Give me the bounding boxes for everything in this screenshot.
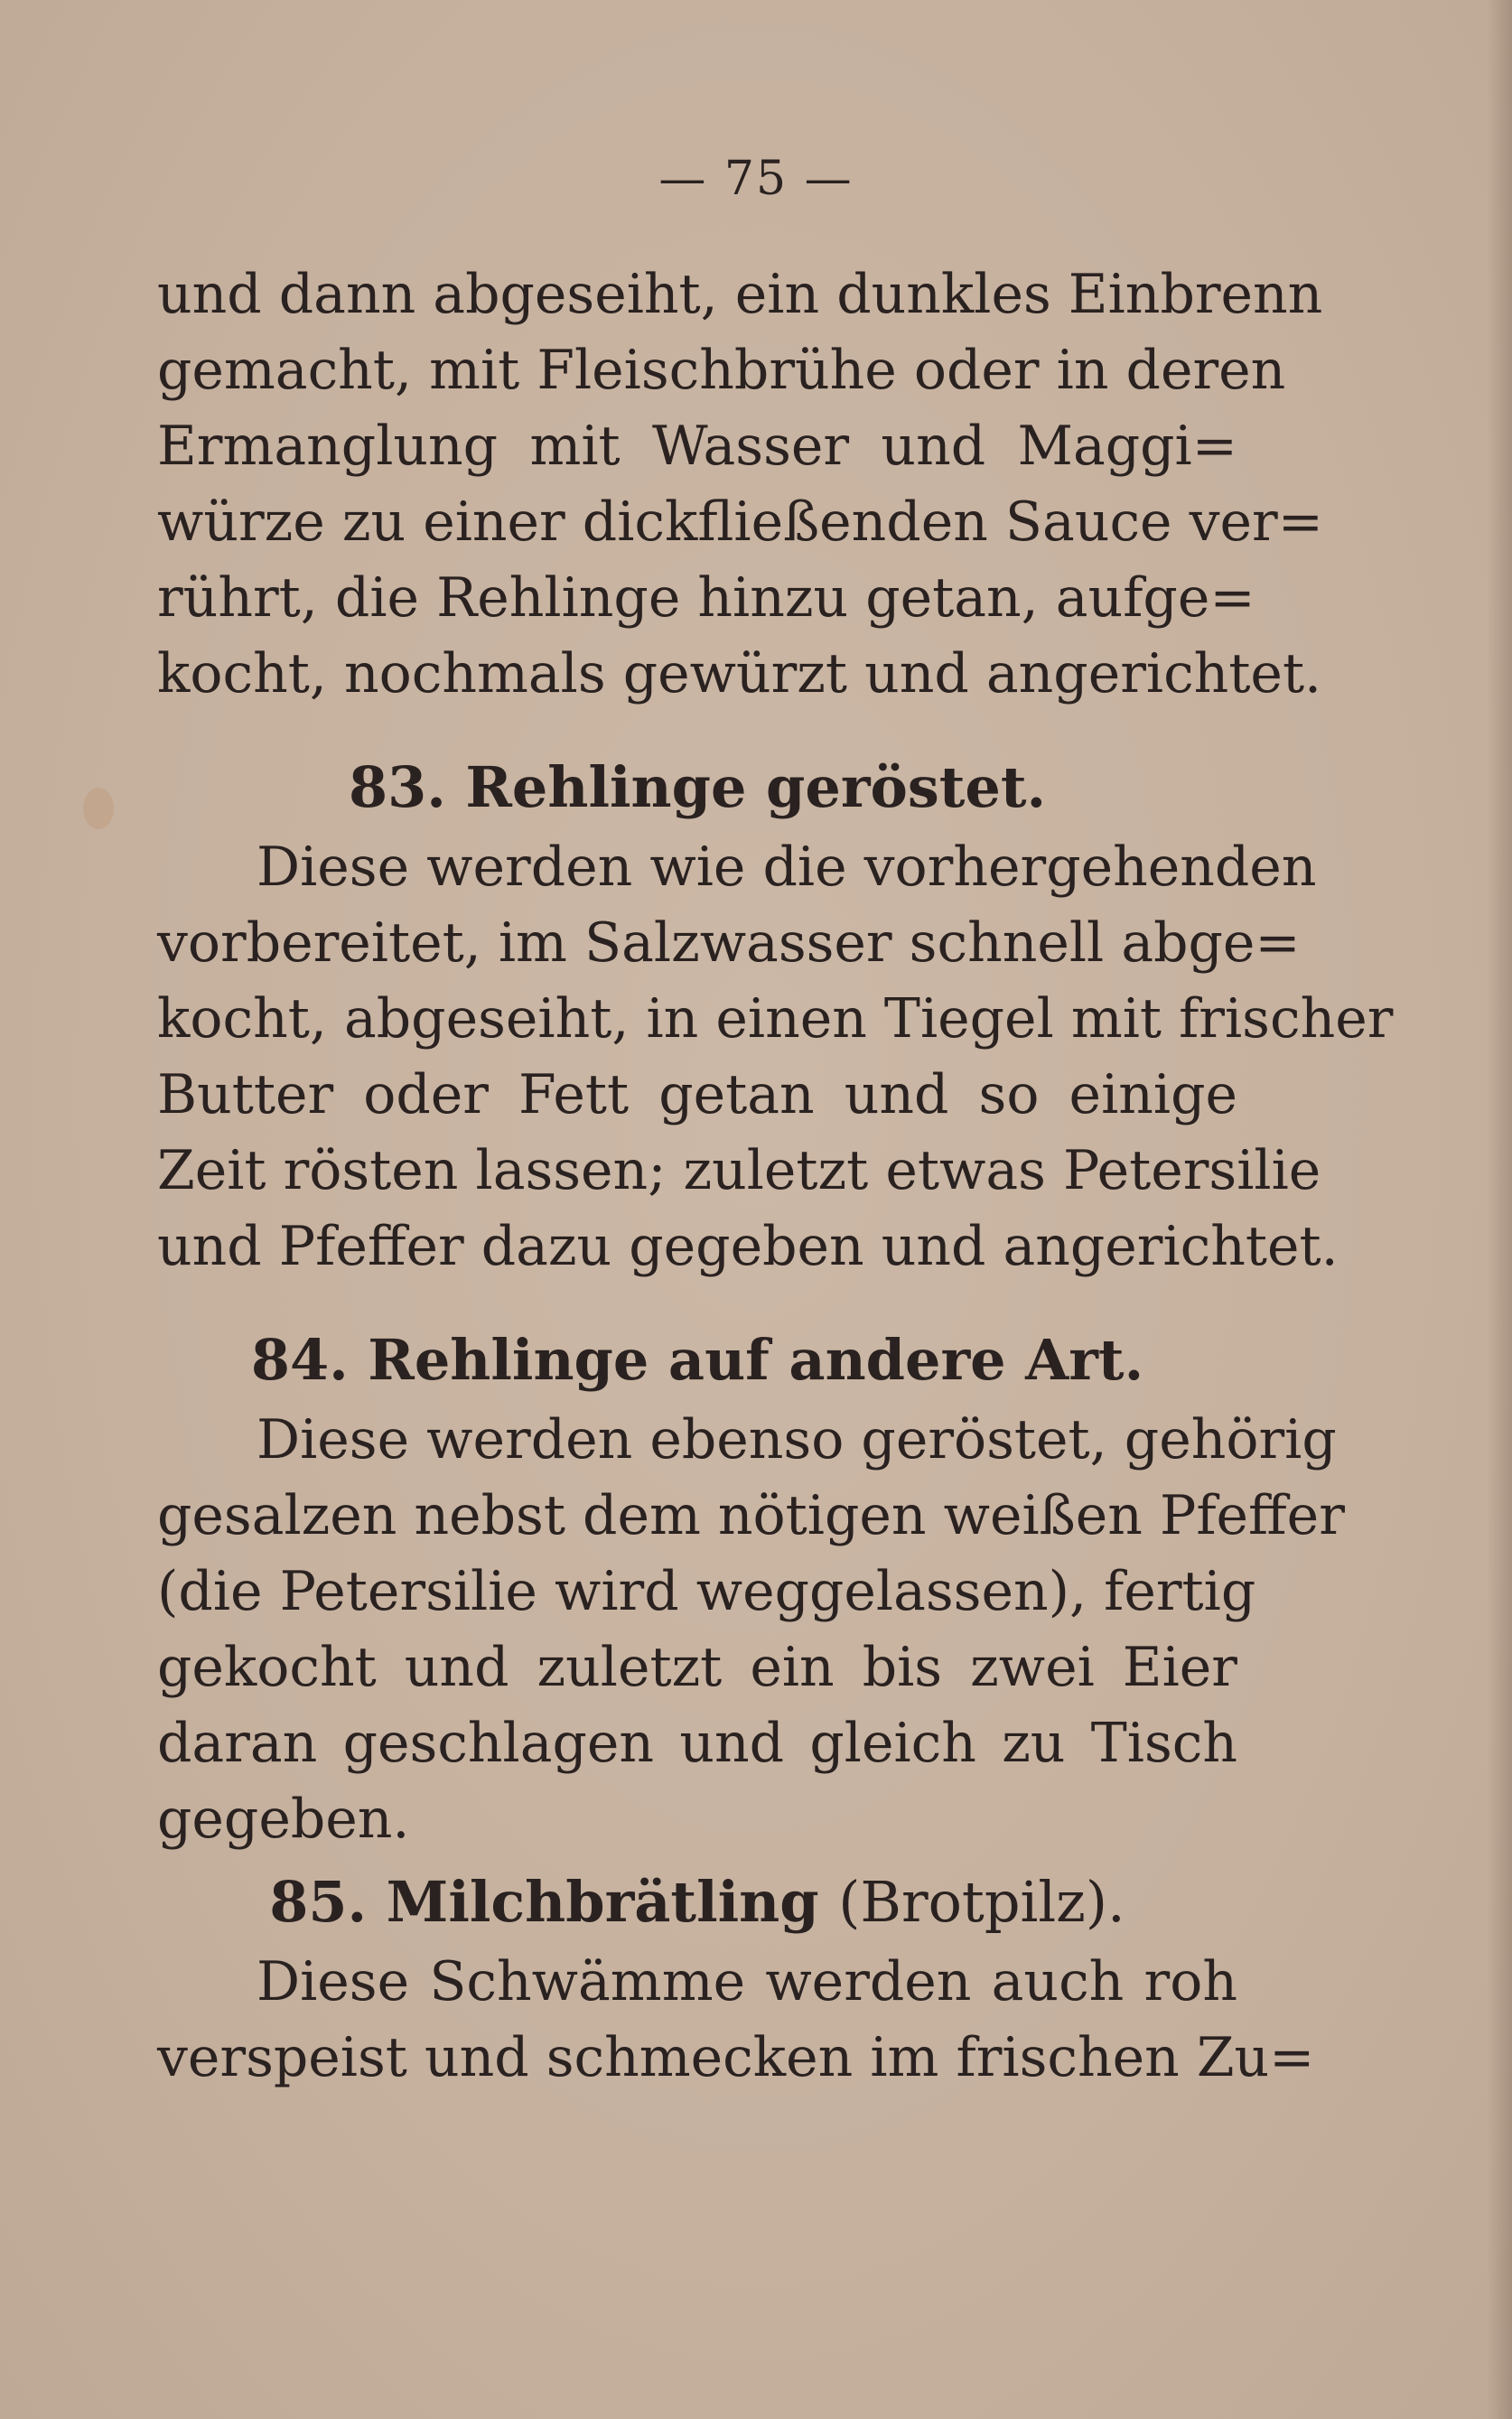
intro-paragraph: [157, 257, 1323, 712]
text-line: daran geschlagen und gleich zu Tisch: [157, 1712, 1237, 1775]
recipe-heading: [157, 1861, 1237, 1944]
recipe-section-85: [157, 1861, 1315, 2096]
recipe-section-84: [157, 1319, 1345, 1857]
text-line: würze zu einer dickfließenden Sauce ver=: [157, 490, 1323, 554]
text-line: kocht, nochmals gewürzt und angerichtet.: [157, 642, 1322, 705]
text-line: gesalzen nebst dem nötigen weißen Pfeffer: [157, 1484, 1345, 1547]
text-line: Zeit rösten lassen; zuletzt etwas Petersilie: [157, 1139, 1321, 1202]
text-line: und dann abgeseiht, ein dunkles Einbrenn: [157, 263, 1323, 326]
recipe-heading: 83. Rehlinge geröstet.: [348, 754, 1047, 820]
text-line: Ermanglung mit Wasser und Maggi=: [157, 415, 1237, 478]
recipe-section-83: [157, 746, 1394, 1284]
text-line: gekocht und zuletzt ein bis zwei Eier: [157, 1636, 1237, 1699]
text-line: rührt, die Rehlinge hinzu getan, aufge=: [157, 566, 1255, 630]
text-line: Diese werden wie die vorhergehenden: [257, 836, 1317, 899]
text-line: Diese Schwämme werden auch roh: [257, 1950, 1237, 2013]
page-number: — 75 —: [658, 152, 854, 206]
text-line: (die Petersilie wird weggelassen), fertig: [157, 1560, 1256, 1623]
text-line: gemacht, mit Fleischbrühe oder in deren: [157, 339, 1286, 402]
text-line: und Pfeffer dazu gegeben und angerichtet.: [157, 1215, 1339, 1278]
paper-stain: [83, 788, 114, 829]
recipe-heading: 84. Rehlinge auf andere Art.: [250, 1327, 1144, 1393]
recipe-heading-title: 85. Milchbrätling: [269, 1869, 819, 1935]
text-line: Diese werden ebenso geröstet, gehörig: [257, 1408, 1337, 1471]
recipe-heading-subtitle: (Brotpilz).: [838, 1869, 1125, 1935]
text-line: vorbereitet, im Salzwasser schnell abge=: [157, 911, 1301, 975]
text-line: verspeist und schmecken im frischen Zu=: [157, 2026, 1315, 2089]
text-line: gegeben.: [157, 1788, 410, 1851]
text-line: Butter oder Fett getan und so einige: [157, 1063, 1237, 1126]
page-edge-shadow: [1487, 0, 1512, 2419]
text-line: kocht, abgeseiht, in einen Tiegel mit frischer: [157, 987, 1394, 1051]
